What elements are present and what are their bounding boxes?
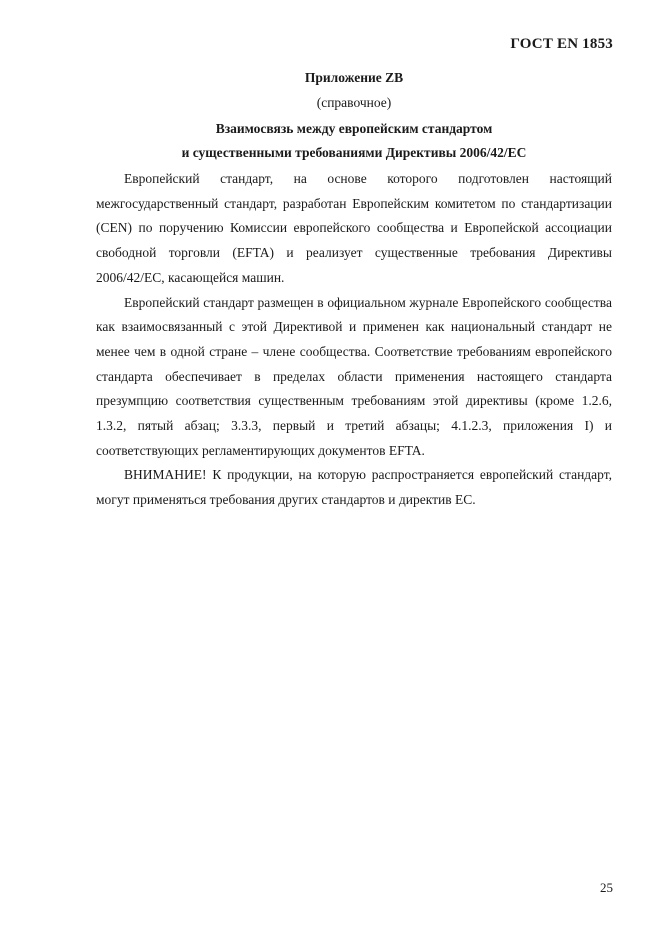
paragraph-1: Европейский стандарт, на основе которого подготовлен настоящий межгосударственный стандарт, разработан Европейским комитетом по стандартизации (CEN) по поручению Комиссии европейского сообщества и Европейской ассоциации свободной торговли (EFTA) и реализует существенные требования Директивы 2006/42/EC, касающейся машин. [96, 171, 612, 285]
annex-title: Приложение ZB [304, 70, 404, 85]
annex-note: (справочное) [316, 95, 392, 110]
document-code: ГОСТ EN 1853 [510, 36, 613, 52]
body-text [96, 167, 612, 513]
paragraph-2: Европейский стандарт размещен в официальном журнале Европейского сообщества как взаимосвязанный с этой Директивой и применен как национальный стандарт не менее чем в одной стране – члене сообщества. Соответствие требованиям европейского стандарта обеспечивает в пределах области применения настоящего стандарта презумпцию соответствия существенным требованиям этой директивы (кроме 1.2.6, 1.3.2, пятый абзац; 3.3.3, первый и третий абзацы; 4.1.2.3, приложения I) и соответствующих регламентирующих документов EFTA. [96, 294, 612, 458]
paragraph-3: ВНИМАНИЕ! К продукции, на которую распространяется европейский стандарт, могут применяться требования других стандартов и директив ЕС. [96, 467, 612, 508]
main-title-line-2: и существенными требованиями Директивы 2006/42/EC [181, 145, 527, 160]
main-title-line-1: Взаимосвязь между европейским стандартом [215, 121, 493, 136]
page-number: 25 [600, 880, 613, 895]
